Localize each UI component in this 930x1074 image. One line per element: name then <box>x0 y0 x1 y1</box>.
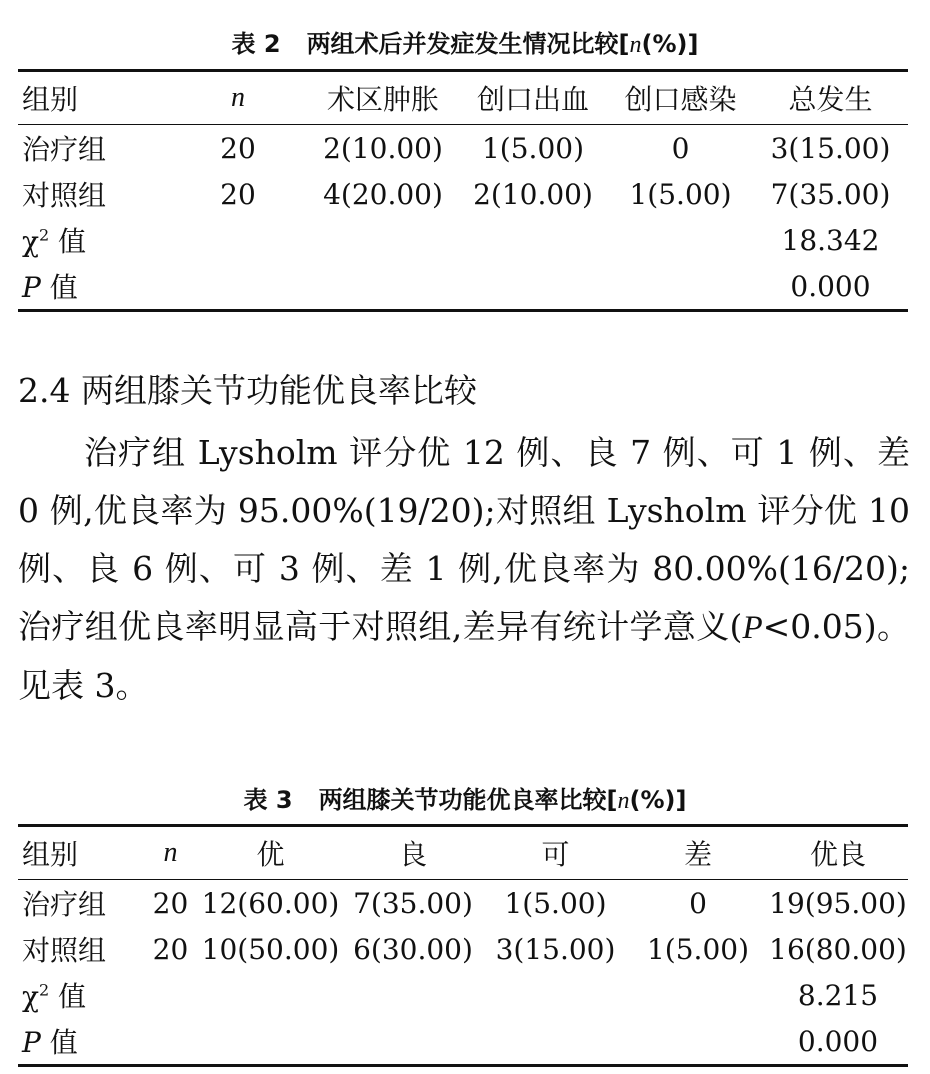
table3-chi-value: 8.215 <box>797 978 879 1012</box>
table3-header-excellent-good: 优良 <box>809 838 866 871</box>
section-heading: 2.4 两组膝关节功能优良率比较 <box>18 371 477 410</box>
table3-cell: 7(35.00) <box>353 886 473 920</box>
table2-p-row <box>18 263 908 311</box>
table2-cell: 2(10.00) <box>473 177 593 211</box>
p-suffix: 值 <box>40 271 78 304</box>
table3-cell: 1(5.00) <box>646 932 749 966</box>
table3-chi-label <box>18 972 143 1018</box>
table3 <box>18 824 908 1067</box>
chi-suffix: 值 <box>49 225 87 258</box>
table3-cell: 3(15.00) <box>495 932 616 966</box>
chi-symbol: χ <box>22 980 39 1013</box>
table2-header-group: 组别 <box>22 83 79 116</box>
table3-title: 两组膝关节功能优良率比较[ <box>318 786 618 814</box>
table2-caption-n: n <box>629 32 642 58</box>
table2-header-infection: 创口感染 <box>624 83 737 116</box>
table3-cell: 对照组 <box>22 934 107 967</box>
table3-header-excellent: 优 <box>256 838 285 871</box>
table-row <box>18 125 908 172</box>
paragraph-p-symbol: P <box>742 610 763 646</box>
table2-chi-label <box>18 217 168 263</box>
table2-header-total: 总发生 <box>788 83 873 116</box>
table2-cell: 20 <box>220 131 256 165</box>
table2-cell: 3(15.00) <box>770 131 891 165</box>
table2-cell: 对照组 <box>22 179 107 212</box>
paragraph-text-1: 治疗组 Lysholm 评分优 12 例、良 7 例、可 1 例、差 0 例,优良率为 95.00%(19/20);对照组 Lysholm 评分优 10 例、良 6 例、可 3 例、差 1 例,优良率为 80.00%(16/20);治疗组优良率明显高于对照组,差异有统计学意义( <box>18 433 910 646</box>
chi-symbol: χ <box>22 225 39 258</box>
table2-caption <box>0 29 930 60</box>
table2-caption-tail: (%)] <box>641 30 699 58</box>
p-symbol: P <box>22 1026 41 1059</box>
table3-cell: 20 <box>152 886 189 920</box>
table2-cell: 0 <box>671 131 690 165</box>
table2-cell: 1(5.00) <box>629 177 732 211</box>
table2-header-bleeding: 创口出血 <box>476 83 589 116</box>
table3-chi-row <box>18 972 908 1018</box>
table3-caption <box>0 785 930 816</box>
table3-p-row <box>18 1018 908 1066</box>
table2-cell: 7(35.00) <box>770 177 891 211</box>
table2-p-value: 0.000 <box>790 269 871 303</box>
table2-title: 两组术后并发症发生情况比较[ <box>306 30 630 58</box>
table2-chi-value: 18.342 <box>781 223 880 257</box>
table3-caption-tail: (%)] <box>629 786 687 814</box>
table3-cell: 19(95.00) <box>769 886 907 920</box>
table2-cell: 2(10.00) <box>323 131 443 165</box>
table2-cell: 20 <box>220 177 256 211</box>
table3-header-group: 组别 <box>22 838 79 871</box>
table3-cell: 治疗组 <box>22 888 107 921</box>
table3-cell: 0 <box>689 886 707 920</box>
table3-header-row <box>18 826 908 880</box>
chi-superscript: 2 <box>38 980 50 1000</box>
table3-header-n: n <box>163 837 178 868</box>
section-paragraph <box>18 424 910 715</box>
table3-cell: 12(60.00) <box>201 886 340 920</box>
table2-chi-row <box>18 217 908 263</box>
table2-cell: 1(5.00) <box>481 131 584 165</box>
table2-cell: 4(20.00) <box>323 177 443 211</box>
table3-number: 表 3 <box>243 786 293 814</box>
table2-cell: 治疗组 <box>22 133 107 166</box>
table2-header-row <box>18 71 908 125</box>
table3-cell: 1(5.00) <box>504 886 607 920</box>
chi-superscript: 2 <box>38 225 50 245</box>
table3-p-value: 0.000 <box>797 1024 879 1058</box>
table3-cell: 10(50.00) <box>201 932 340 966</box>
chi-suffix: 值 <box>49 980 87 1013</box>
table3-cell: 20 <box>152 932 189 966</box>
table2-number: 表 2 <box>231 30 281 58</box>
table-row <box>18 926 908 972</box>
table3-caption-n: n <box>617 788 630 814</box>
table-row <box>18 880 908 927</box>
table3-header-poor: 差 <box>683 838 712 871</box>
p-suffix: 值 <box>40 1026 78 1059</box>
table3-header-fair: 可 <box>541 838 570 871</box>
table3-header-good: 良 <box>398 838 427 871</box>
table2-p-label <box>18 263 168 311</box>
p-symbol: P <box>22 271 41 304</box>
table3-cell: 6(30.00) <box>353 932 473 966</box>
table2-header-n: n <box>231 82 245 113</box>
table3-cell: 16(80.00) <box>769 932 907 966</box>
table2-header-swelling: 术区肿胀 <box>326 83 439 116</box>
table2 <box>18 69 908 312</box>
table-row <box>18 171 908 217</box>
paragraph-text-2: <0.05)。见表 3。 <box>18 607 910 705</box>
table3-p-label <box>18 1018 143 1066</box>
